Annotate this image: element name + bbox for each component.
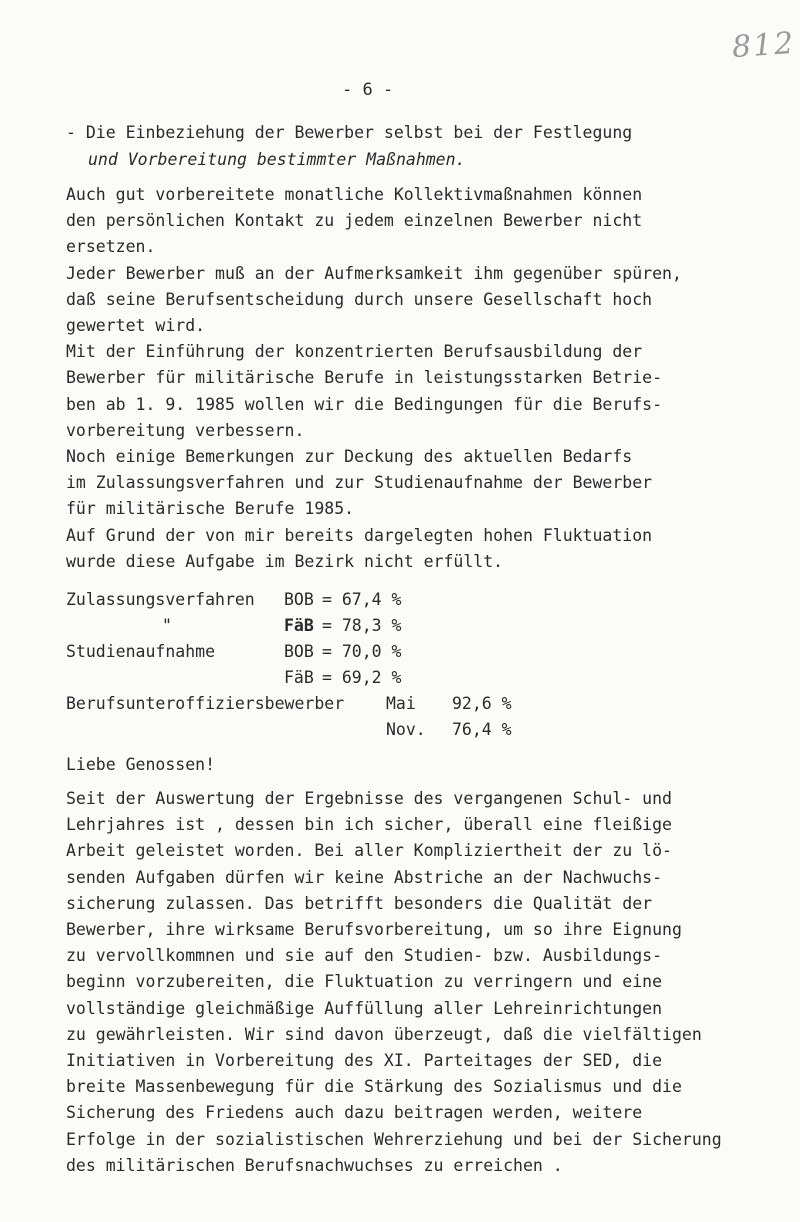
- text-line: ben ab 1. 9. 1985 wollen wir die Bedingungen für die Berufs-: [66, 394, 663, 414]
- text-line: wurde diese Aufgabe im Bezirk nicht erfüllt.: [66, 551, 504, 571]
- text-line: Auch gut vorbereitete monatliche Kollektivmaßnahmen können: [66, 185, 643, 204]
- stat-label: Zulassungsverfahren: [66, 590, 255, 609]
- stat-label: Studienaufnahme: [66, 642, 216, 661]
- text-line: senden Aufgaben dürfen wir keine Abstriche an der Nachwuchs-: [66, 867, 663, 887]
- text-line: des militärischen Berufsnachwuchses zu erreichen .: [66, 1155, 563, 1175]
- bullet-line: und Vorbereitung bestimmter Maßnahmen.: [88, 150, 466, 169]
- handwritten-page-mark: 812: [730, 25, 797, 66]
- text-line: beginn vorzubereiten, die Fluktuation zu verringern und eine: [66, 972, 663, 992]
- text-line: zu vervollkommnen und sie auf den Studien- bzw. Ausbildungs-: [66, 946, 663, 966]
- text-line: Arbeit geleistet worden. Bei aller Kompliziertheit der zu lö-: [66, 841, 672, 861]
- stat-value: = 69,2 %: [322, 668, 402, 687]
- stat-value: 92,6 %: [452, 694, 512, 713]
- salutation: Liebe Genossen!: [66, 755, 216, 774]
- text-line: Mit der Einführung der konzentrierten Berufsausbildung der: [66, 342, 643, 362]
- text-line: Noch einige Bemerkungen zur Deckung des aktuellen Bedarfs: [66, 447, 633, 466]
- text-line: breite Massenbewegung für die Stärkung des Sozialismus und die: [66, 1077, 682, 1097]
- text-line: ersetzen.: [66, 237, 156, 257]
- text-line: gewertet wird.: [66, 316, 206, 335]
- stat-value: 76,4 %: [452, 720, 512, 739]
- stat-key: FäB: [284, 616, 314, 635]
- text-line: im Zulassungsverfahren und zur Studienaufnahme der Bewerber: [66, 473, 653, 493]
- text-line: Lehrjahres ist , dessen bin ich sicher, überall eine fleißige: [66, 815, 672, 835]
- text-line: sicherung zulassen. Das betrifft besonders die Qualität der: [66, 893, 653, 913]
- stat-value: = 70,0 %: [322, 642, 402, 661]
- bullet-line: - Die Einbeziehung der Bewerber selbst bei der Festlegung: [66, 123, 633, 142]
- text-line: den persönlichen Kontakt zu jedem einzelnen Bewerber nicht: [66, 211, 643, 231]
- text-line: daß seine Berufsentscheidung durch unsere Gesellschaft hoch: [66, 289, 653, 309]
- text-line: Initiativen in Vorbereitung des XI. Parteitages der SED, die: [66, 1051, 663, 1070]
- text-line: Erfolge in der sozialistischen Wehrerziehung und bei der Sicherung: [66, 1129, 722, 1149]
- stat-key: Nov.: [386, 720, 426, 739]
- text-line: Auf Grund der von mir bereits dargelegten hohen Fluktuation: [66, 525, 653, 545]
- text-line: Seit der Auswertung der Ergebnisse des vergangenen Schul- und: [66, 789, 672, 808]
- stat-key: BOB: [284, 590, 314, 609]
- stat-value: = 67,4 %: [322, 590, 402, 609]
- text-line: Jeder Bewerber muß an der Aufmerksamkeit ihm gegenüber spüren,: [66, 263, 682, 283]
- stat-key: FäB: [284, 668, 314, 687]
- text-line: Bewerber für militärische Berufe in leistungsstarken Betrie-: [66, 368, 663, 388]
- stat-key: Mai: [386, 694, 416, 713]
- stat-label: Berufsunteroffiziersbewerber: [66, 694, 345, 713]
- text-line: zu gewährleisten. Wir sind davon überzeugt, daß die vielfältigen: [66, 1024, 702, 1044]
- stat-key: BOB: [284, 642, 314, 661]
- text-line: Bewerber, ihre wirksame Berufsvorbereitung, um so ihre Eignung: [66, 920, 682, 939]
- page-number: - 6 -: [342, 80, 394, 100]
- text-line: vorbereitung verbessern.: [66, 420, 305, 440]
- stat-label: ": [162, 616, 172, 635]
- text-line: Sicherung des Friedens auch dazu beitragen werden, weitere: [66, 1103, 643, 1123]
- text-line: vollständige gleichmäßige Auffüllung aller Lehreinrichtungen: [66, 998, 663, 1018]
- stat-value: = 78,3 %: [322, 616, 402, 635]
- text-line: für militärische Berufe 1985.: [66, 499, 355, 519]
